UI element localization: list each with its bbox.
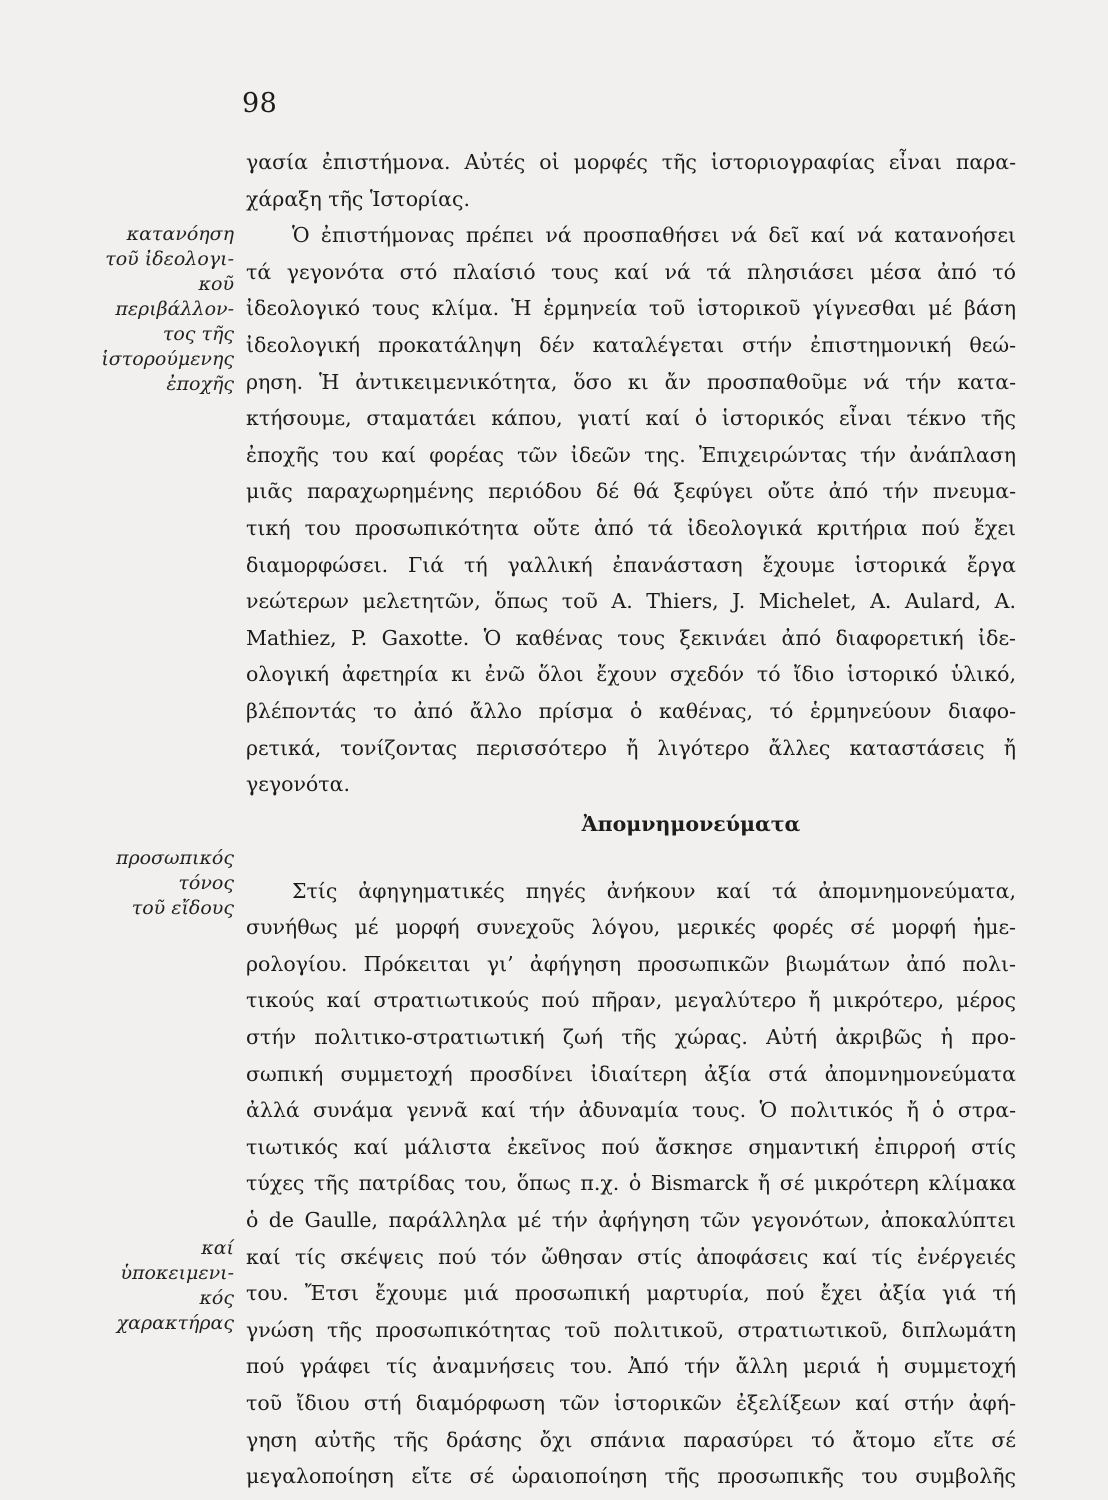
text-line: ἀλλά συνάμα γεννᾶ καί τήν ἀδυναμία τους. Ὁ πολιτικός ἤ ὁ στρα- [246,1098,1016,1123]
text-line: μεγαλοποίηση εἴτε σέ ὡραιοποίηση τῆς προσωπικῆς του συμβολῆς [246,1464,1016,1489]
text-line: γηση αὐτῆς τῆς δράσης ὄχι σπάνια παρασύρει τό ἄτομο εἴτε σέ [246,1427,1016,1452]
text-line: ἰδεολογική προκατάληψη δέν καταλέγεται στήν ἐπιστημονική θεώ- [246,332,1016,357]
text-line: γνώση τῆς προσωπικότητας τοῦ πολιτικοῦ, στρατιωτικοῦ, διπλωμάτη [246,1317,1016,1342]
margin-note-line: τοῦ ἰδεολογι- [105,248,234,270]
text-line: ρετικά, τονίζοντας περισσότερο ἤ λιγότερο ἄλλες καταστάσεις ἤ [246,735,1016,760]
text-line: του. Ἔτσι ἔχουμε μιά προσωπική μαρτυρία, πού ἔχει ἀξία γιά τή [246,1281,1016,1306]
text-line: βλέποντάς το ἀπό ἄλλο πρίσμα ὁ καθένας, τό ἑρμηνεύουν διαφο- [246,698,1016,723]
text-line: ρολογίου. Πρόκειται γι’ ἀφήγηση προσωπικῶν βιωμάτων ἀπό πολι- [246,951,1016,976]
margin-note-line: καί [201,1237,234,1259]
margin-note-line: τοῦ εἴδους [131,897,234,919]
text-line: διαμορφώσει. Γιά τή γαλλική ἐπανάσταση ἔχουμε ἱστορικά ἔργα [246,552,1016,577]
text-line: γασία ἐπιστήμονα. Αὐτές οἱ μορφές τῆς ἱστοριογραφίας εἶναι παρα- [246,150,1016,174]
text-line: Mathiez, P. Gaxotte. Ὁ καθένας τους ξεκινάει ἀπό διαφορετική ἰδε- [246,625,1016,650]
margin-note-personal-tone [116,846,234,921]
margin-note-line: ὑποκειμενι- [120,1262,234,1284]
text-line: ὁ de Gaulle, παράλληλα μέ τήν ἀφήγηση τῶν γεγονότων, ἀποκαλύπτει [246,1208,1016,1233]
text-line: μιᾶς παραχωρημένης περιόδου δέ θά ξεφύγει οὔτε ἀπό τήν πνευμα- [246,479,1016,504]
text-line: πού γράφει τίς ἀναμνήσεις του. Ἀπό τήν ἄλλη μεριά ἡ συμμετοχή [246,1354,1016,1379]
paragraph-3 [246,873,1016,1495]
text-line: ολογική ἀφετηρία κι ἐνῶ ὅλοι ἔχουν σχεδόν τό ἴδιο ἱστορικό ὑλικό, [246,662,1016,687]
text-line: κτήσουμε, σταματάει κάπου, γιατί καί ὁ ἱστορικός εἶναι τέκνο τῆς [246,406,1016,431]
text-line: Ὁ ἐπιστήμονας πρέπει νά προσπαθήσει νά δεῖ καί νά κατανοήσει [292,223,1016,248]
margin-note-line: περιβάλλον- [115,298,234,320]
margin-note-line: κατανόηση [126,223,234,245]
text-line: τιωτικός καί μάλιστα ἐκεῖνος πού ἄσκησε σημαντική ἐπιρροή στίς [246,1134,1016,1159]
page-number: 98 [242,88,278,119]
text-line: χάραξη τῆς Ἱστορίας. [246,186,470,211]
text-line: τικούς καί στρατιωτικούς πού πῆραν, μεγαλύτερο ἤ μικρότερο, μέρος [246,988,1016,1013]
text-line: ρηση. Ἡ ἀντικειμενικότητα, ὅσο κι ἄν προσπαθοῦμε νά τήν κατα- [246,369,1016,394]
paragraph-2 [246,217,1016,803]
margin-note-line: τόνος [178,872,234,894]
margin-note-line: χαρακτήρας [116,1312,234,1334]
text-line: τοῦ ἴδιου στή διαμόρφωση τῶν ἱστορικῶν ἐξελίξεων καί στήν ἀφή- [246,1391,1016,1415]
heading-gap [246,845,1016,873]
margin-note-line: ἱστορούμενης [101,348,234,370]
text-line: συνήθως μέ μορφή συνεχοῦς λόγου, μερικές φορές σέ μορφή ἡμε- [246,915,1016,940]
text-line: στήν πολιτικο-στρατιωτική ζωή τῆς χώρας. Αὐτή ἀκριβῶς ἡ προ- [246,1025,1016,1050]
main-text-column [246,144,1016,1495]
text-line: γεγονότα. [246,772,350,797]
margin-note-line: ἐποχῆς [166,373,234,395]
margin-note-line: προσωπικός [115,847,234,869]
text-line: καί τίς σκέψεις πού τόν ὤθησαν στίς ἀποφάσεις καί τίς ἐνέργειές [246,1244,1016,1269]
text-line: Στίς ἀφηγηματικές πηγές ἀνήκουν καί τά ἀπομνημονεύματα, [292,878,1016,903]
margin-note-line: τος τῆς [162,323,234,345]
text-line: ἐποχῆς του καί φορέας τῶν ἰδεῶν της. Ἐπιχειρώντας τήν ἀνάπλαση [246,442,1016,467]
text-line: νεώτερων μελετητῶν, ὅπως τοῦ A. Thiers, J. Michelet, A. Aulard, A. [246,589,1016,614]
text-line: σωπική συμμετοχή προσδίνει ἰδιαίτερη ἀξία στά ἀπομνημονεύματα [246,1061,1016,1086]
text-line: ἰδεολογικό τους κλίμα. Ἡ ἑρμηνεία τοῦ ἱστορικοῦ γίγνεσθαι μέ βάση [246,296,1016,321]
text-line: τική του προσωπικότητα οὔτε ἀπό τά ἰδεολογικά κριτήρια πού ἔχει [246,515,1016,540]
margin-note-line: κός [199,1287,234,1309]
paragraph-1 [246,144,1016,217]
text-line: τύχες τῆς πατρίδας του, ὅπως π.χ. ὁ Bismarck ἤ σέ μικρότερη κλίμακα [246,1171,1016,1196]
margin-note-subjective-character [117,1236,234,1336]
margin-note-line: κοῦ [198,273,234,295]
section-heading: Ἀπομνημονεύματα [581,811,801,836]
margin-note-ideological-environment [101,222,234,397]
text-line: τά γεγονότα στό πλαίσιό τους καί νά τά πλησιάσει μέσα ἀπό τό [246,259,1016,284]
